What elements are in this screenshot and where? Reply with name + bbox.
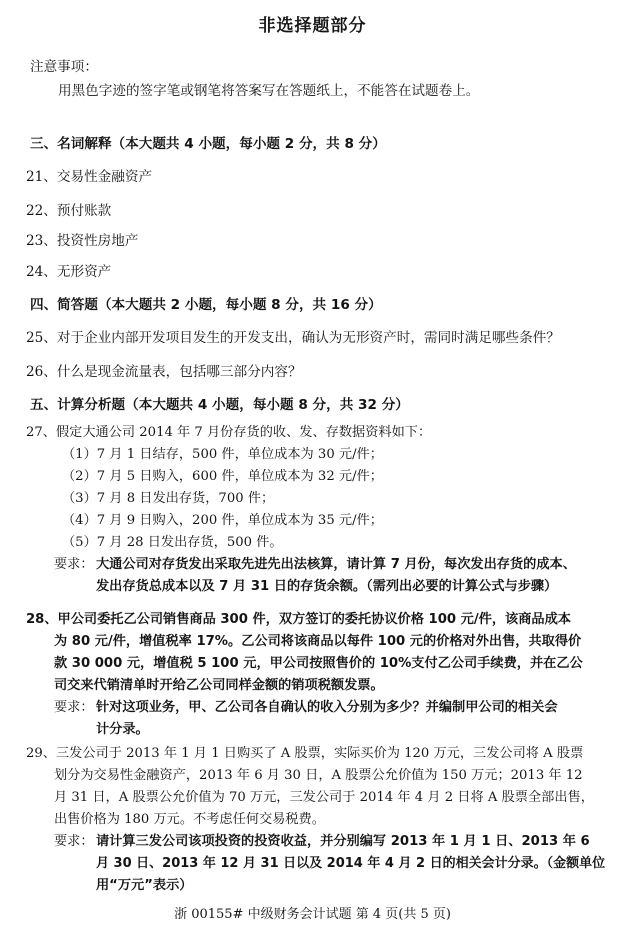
page-title: 非选择题部分 [258, 16, 367, 36]
question-28-line-4: 司交来代销清单时开给乙公司同样金额的销项税额发票。 [54, 678, 384, 693]
question-27-item-2: （2）7 月 5 日购入，600 件，单位成本为 32 元/件； [62, 469, 383, 484]
question-29-requirement-line-2: 月 30 日、2013 年 12 月 31 日以及 2014 年 4 月 2 日的相关会计分录。（金额单位 [96, 856, 606, 871]
question-27-requirement-line-2: 发出存货总成本以及 7 月 31 日的存货余额。（需列出必要的计算公式与步骤） [96, 579, 558, 594]
question-28-line-3: 款 30 000 元，增值税 5 100 元，甲公司按照售价的 10%支付乙公司手续费，并在乙公 [54, 656, 583, 671]
question-29-line-1: 29、三发公司于 2013 年 1 月 1 日购买了 A 股票，实际买价为 120 万元，三发公司将 A 股票 [26, 746, 584, 761]
question-26: 26、什么是现金流量表，包括哪三部分内容？ [26, 364, 302, 380]
question-28-line-2: 为 80 元/件，增值税率 17%。乙公司将该商品以每件 100 元的价格对外出售，共取得价 [54, 634, 582, 649]
question-22: 22、预付账款 [26, 203, 112, 219]
question-29-requirement-label: 要求： [54, 834, 94, 849]
question-27-requirement-line-1: 大通公司对存货发出采取先进先出法核算，请计算 7 月份，每次发出存货的成本、 [96, 557, 576, 572]
page-footer: 浙 00155# 中级财务会计试题 第 4 页(共 5 页) [174, 907, 451, 922]
question-23: 23、投资性房地产 [26, 233, 139, 249]
notice-label: 注意事项： [30, 59, 98, 75]
question-27-stem: 27、假定大通公司 2014 年 7 月份存货的收、发、存数据资料如下： [26, 425, 432, 440]
question-28-requirement-label: 要求： [54, 700, 94, 715]
question-27-requirement-label: 要求： [54, 557, 94, 572]
question-24: 24、无形资产 [26, 264, 112, 280]
question-21: 21、交易性金融资产 [26, 169, 153, 185]
question-27-item-3: （3）7 月 8 日发出存货，700 件； [62, 491, 275, 506]
notice-text: 用黑色字迹的签字笔或钢笔将答案写在答题纸上，不能答在试题卷上。 [58, 83, 480, 99]
question-28-requirement-line-2: 计分录。 [96, 722, 149, 737]
question-28-requirement-line-1: 针对这项业务，甲、乙公司各自确认的收入分别为多少？并编制甲公司的相关会 [96, 700, 558, 715]
section-5-heading: 五、计算分析题（本大题共 4 小题，每小题 8 分，共 32 分） [30, 397, 409, 413]
section-3-heading: 三、名词解释（本大题共 4 小题，每小题 2 分，共 8 分） [30, 136, 386, 152]
section-4-heading: 四、简答题（本大题共 2 小题，每小题 8 分，共 16 分） [30, 297, 382, 313]
question-27-item-5: （5）7 月 28 日发出存货，500 件。 [62, 535, 283, 550]
question-27-item-4: （4）7 月 9 日购入，200 件，单位成本为 35 元/件； [62, 513, 383, 528]
question-29-line-3: 月 31 日，A 股票公允价值为 70 万元，三发公司于 2014 年 4 月 2 日将 A 股票全部出售， [54, 790, 594, 805]
question-29-line-2: 划分为交易性金融资产，2013 年 6 月 30 日，A 股票公允价值为 150 万元；2013 年 12 [54, 768, 583, 783]
question-27-item-1: （1）7 月 1 日结存，500 件，单位成本为 30 元/件； [62, 447, 383, 462]
question-29-requirement-line-3: 用“万元”表示） [96, 878, 193, 893]
question-29-requirement-line-1: 请计算三发公司该项投资的投资收益，并分别编写 2013 年 1 月 1 日、2013 年 6 [96, 834, 590, 849]
question-29-line-4: 出售价格为 180 万元。不考虑任何交易税费。 [54, 812, 325, 827]
question-25: 25、对于企业内部开发项目发生的开发支出，确认为无形资产时，需同时满足哪些条件？ [26, 330, 560, 346]
question-28-line-1: 28、甲公司委托乙公司销售商品 300 件，双方签订的委托协议价格 100 元/件，该商品成本 [26, 612, 571, 627]
